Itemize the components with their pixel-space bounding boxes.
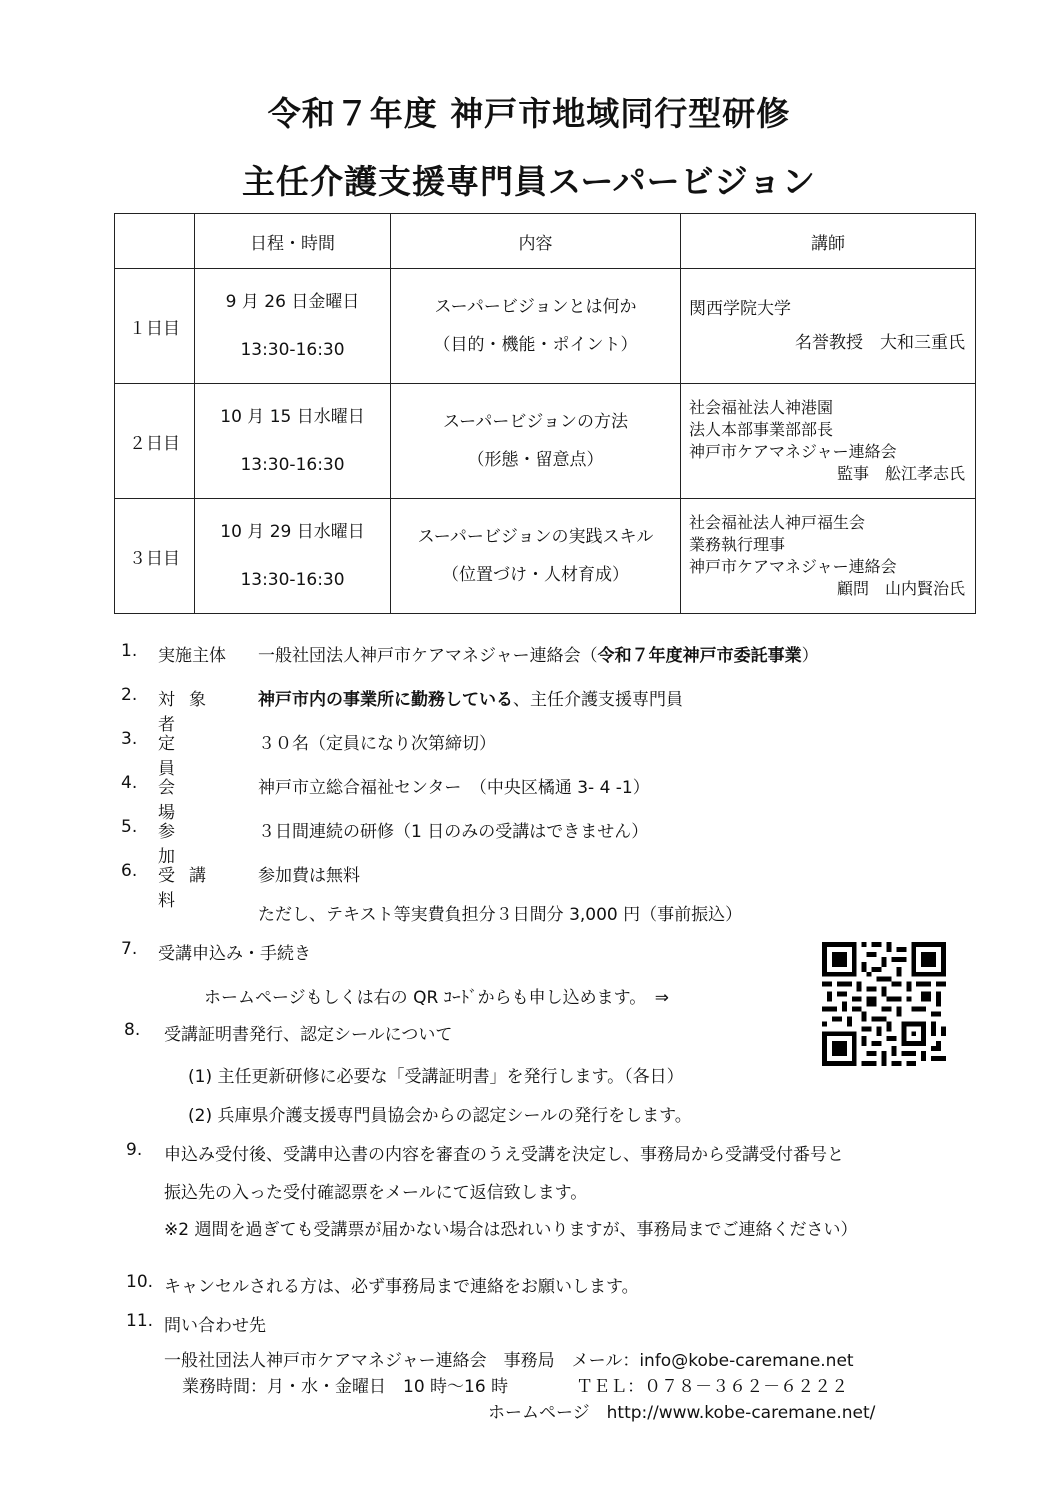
item-label: 対象者 — [158, 690, 220, 735]
date: 10 月 15 日水曜日 — [220, 407, 365, 427]
item-number: 11. — [126, 1311, 154, 1331]
time: 13:30-16:30 — [240, 570, 345, 590]
item-label: 定員 — [158, 734, 221, 779]
item-label: 実施主体 — [158, 646, 226, 666]
item-number: 5. — [121, 817, 138, 837]
closing-paren: ） — [801, 646, 819, 666]
lecturer-position: 業務執行理事 — [689, 535, 786, 554]
lecturer-org: 関西学院大学 — [689, 299, 791, 319]
item-label: 参加 — [158, 822, 221, 867]
item-6-note: ただし、テキスト等実費負担分３日間分 3,000 円（事前振込） — [258, 905, 743, 925]
day-cell: ２日目 — [115, 384, 195, 499]
item-number: 3. — [121, 729, 138, 749]
lecturer-org: 社会福祉法人神港園 — [689, 398, 834, 417]
item-number: 7. — [121, 939, 138, 959]
content-title: スーパービジョンの実践スキル — [417, 527, 654, 547]
header-content: 内容 — [391, 214, 681, 269]
time: 13:30-16:30 — [240, 340, 345, 360]
item-number: 10. — [126, 1272, 154, 1292]
item-1-text — [258, 641, 819, 666]
header-date: 日程・時間 — [195, 214, 391, 269]
lecturer-affiliation: 神戸市ケアマネジャー連絡会 — [689, 442, 897, 461]
item-7-text: 受講申込み・手続き — [158, 944, 311, 964]
target-emphasis: 神戸市内の事業所に勤務している — [258, 690, 513, 710]
contact-homepage[interactable]: ホームページ http://www.kobe-caremane.net/ — [488, 1403, 876, 1423]
item-8-sub-1: (1) 主任更新研修に必要な「受講証明書」を発行します。（各日） — [188, 1067, 684, 1087]
item-8-sub-2: (2) 兵庫県介護支援専門員協会からの認定シールの発行をします。 — [188, 1106, 692, 1126]
day-cell: １日目 — [115, 269, 195, 384]
content-detail: （形態・留意点） — [467, 450, 604, 470]
content-title: スーパービジョンとは何か — [434, 297, 637, 317]
header-lecturer: 講師 — [681, 214, 976, 269]
lecturer-position: 法人本部事業部部長 — [689, 420, 834, 439]
item-11-text: 問い合わせ先 — [164, 1316, 266, 1336]
day-cell: ３日目 — [115, 499, 195, 614]
item-8-text: 受講証明書発行、認定シールについて — [164, 1025, 453, 1045]
contact-email: 一般社団法人神戸市ケアマネジャー連絡会 事務局 メール：info@kobe-caremane.net — [164, 1351, 854, 1371]
item-label: 会場 — [158, 778, 221, 823]
lecturer-name: 監事 舩江孝志氏 — [836, 464, 965, 483]
item-7-note: ホームページもしくは右の QR ｺｰﾄﾞからも申し込めます。 ⇒ — [204, 988, 670, 1008]
item-number: 4. — [121, 773, 138, 793]
date: 10 月 29 日水曜日 — [220, 522, 365, 542]
item-number: 9. — [126, 1140, 143, 1160]
target-text: 、主任介護支援専門員 — [513, 690, 683, 710]
item-number: 8. — [124, 1020, 141, 1040]
lecturer-affiliation: 神戸市ケアマネジャー連絡会 — [689, 557, 897, 576]
item-9-text-2: 振込先の入った受付確認票をメールにて返信致します。 — [164, 1183, 588, 1203]
content-title: スーパービジョンの方法 — [443, 412, 628, 432]
contact-hours-tel: 業務時間：月・水・金曜日 10 時～16 時 ＴＥＬ：０７８－３６２－６２２２ — [182, 1377, 849, 1397]
title-line-2: 主任介護支援専門員スーパービジョン — [241, 162, 817, 201]
content-detail: （位置づけ・人材育成） — [442, 565, 629, 585]
item-5-text: ３日間連続の研修（1 日のみの受講はできません） — [258, 822, 649, 842]
time: 13:30-16:30 — [240, 455, 345, 475]
item-9-text: 申込み受付後、受講申込書の内容を審査のうえ受講を決定し、事務局から受講受付番号と — [164, 1145, 844, 1165]
lecturer-name: 顧問 山内賢治氏 — [836, 579, 965, 598]
content-detail: （目的・機能・ポイント） — [433, 335, 638, 355]
title-line-1: 令和７年度 神戸市地域同行型研修 — [267, 94, 791, 133]
item-number: 1. — [121, 641, 138, 661]
qr-code-icon[interactable] — [822, 942, 946, 1066]
item-label: 受講料 — [158, 866, 220, 911]
item-number: 2. — [121, 685, 138, 705]
item-4-text: 神戸市立総合福祉センター （中央区橘通 3- 4 -1） — [258, 778, 650, 798]
item-9-note: ※2 週間を過ぎても受講票が届かない場合は恐れいりますが、事務局までご連絡ください） — [164, 1220, 858, 1240]
date: 9 月 26 日金曜日 — [225, 292, 360, 312]
item-2-text — [258, 685, 683, 710]
item-number: 6. — [121, 861, 138, 881]
organizer: 一般社団法人神戸市ケアマネジャー連絡会（ — [258, 646, 598, 666]
item-10-text: キャンセルされる方は、必ず事務局まで連絡をお願いします。 — [164, 1277, 639, 1297]
commission-note: 令和７年度神戸市委託事業 — [597, 646, 802, 666]
item-3-text: ３０名（定員になり次第締切） — [258, 734, 496, 754]
lecturer-name: 名誉教授 大和三重氏 — [795, 333, 965, 353]
lecturer-org: 社会福祉法人神戸福生会 — [689, 513, 866, 532]
item-6-text: 参加費は無料 — [258, 866, 360, 886]
